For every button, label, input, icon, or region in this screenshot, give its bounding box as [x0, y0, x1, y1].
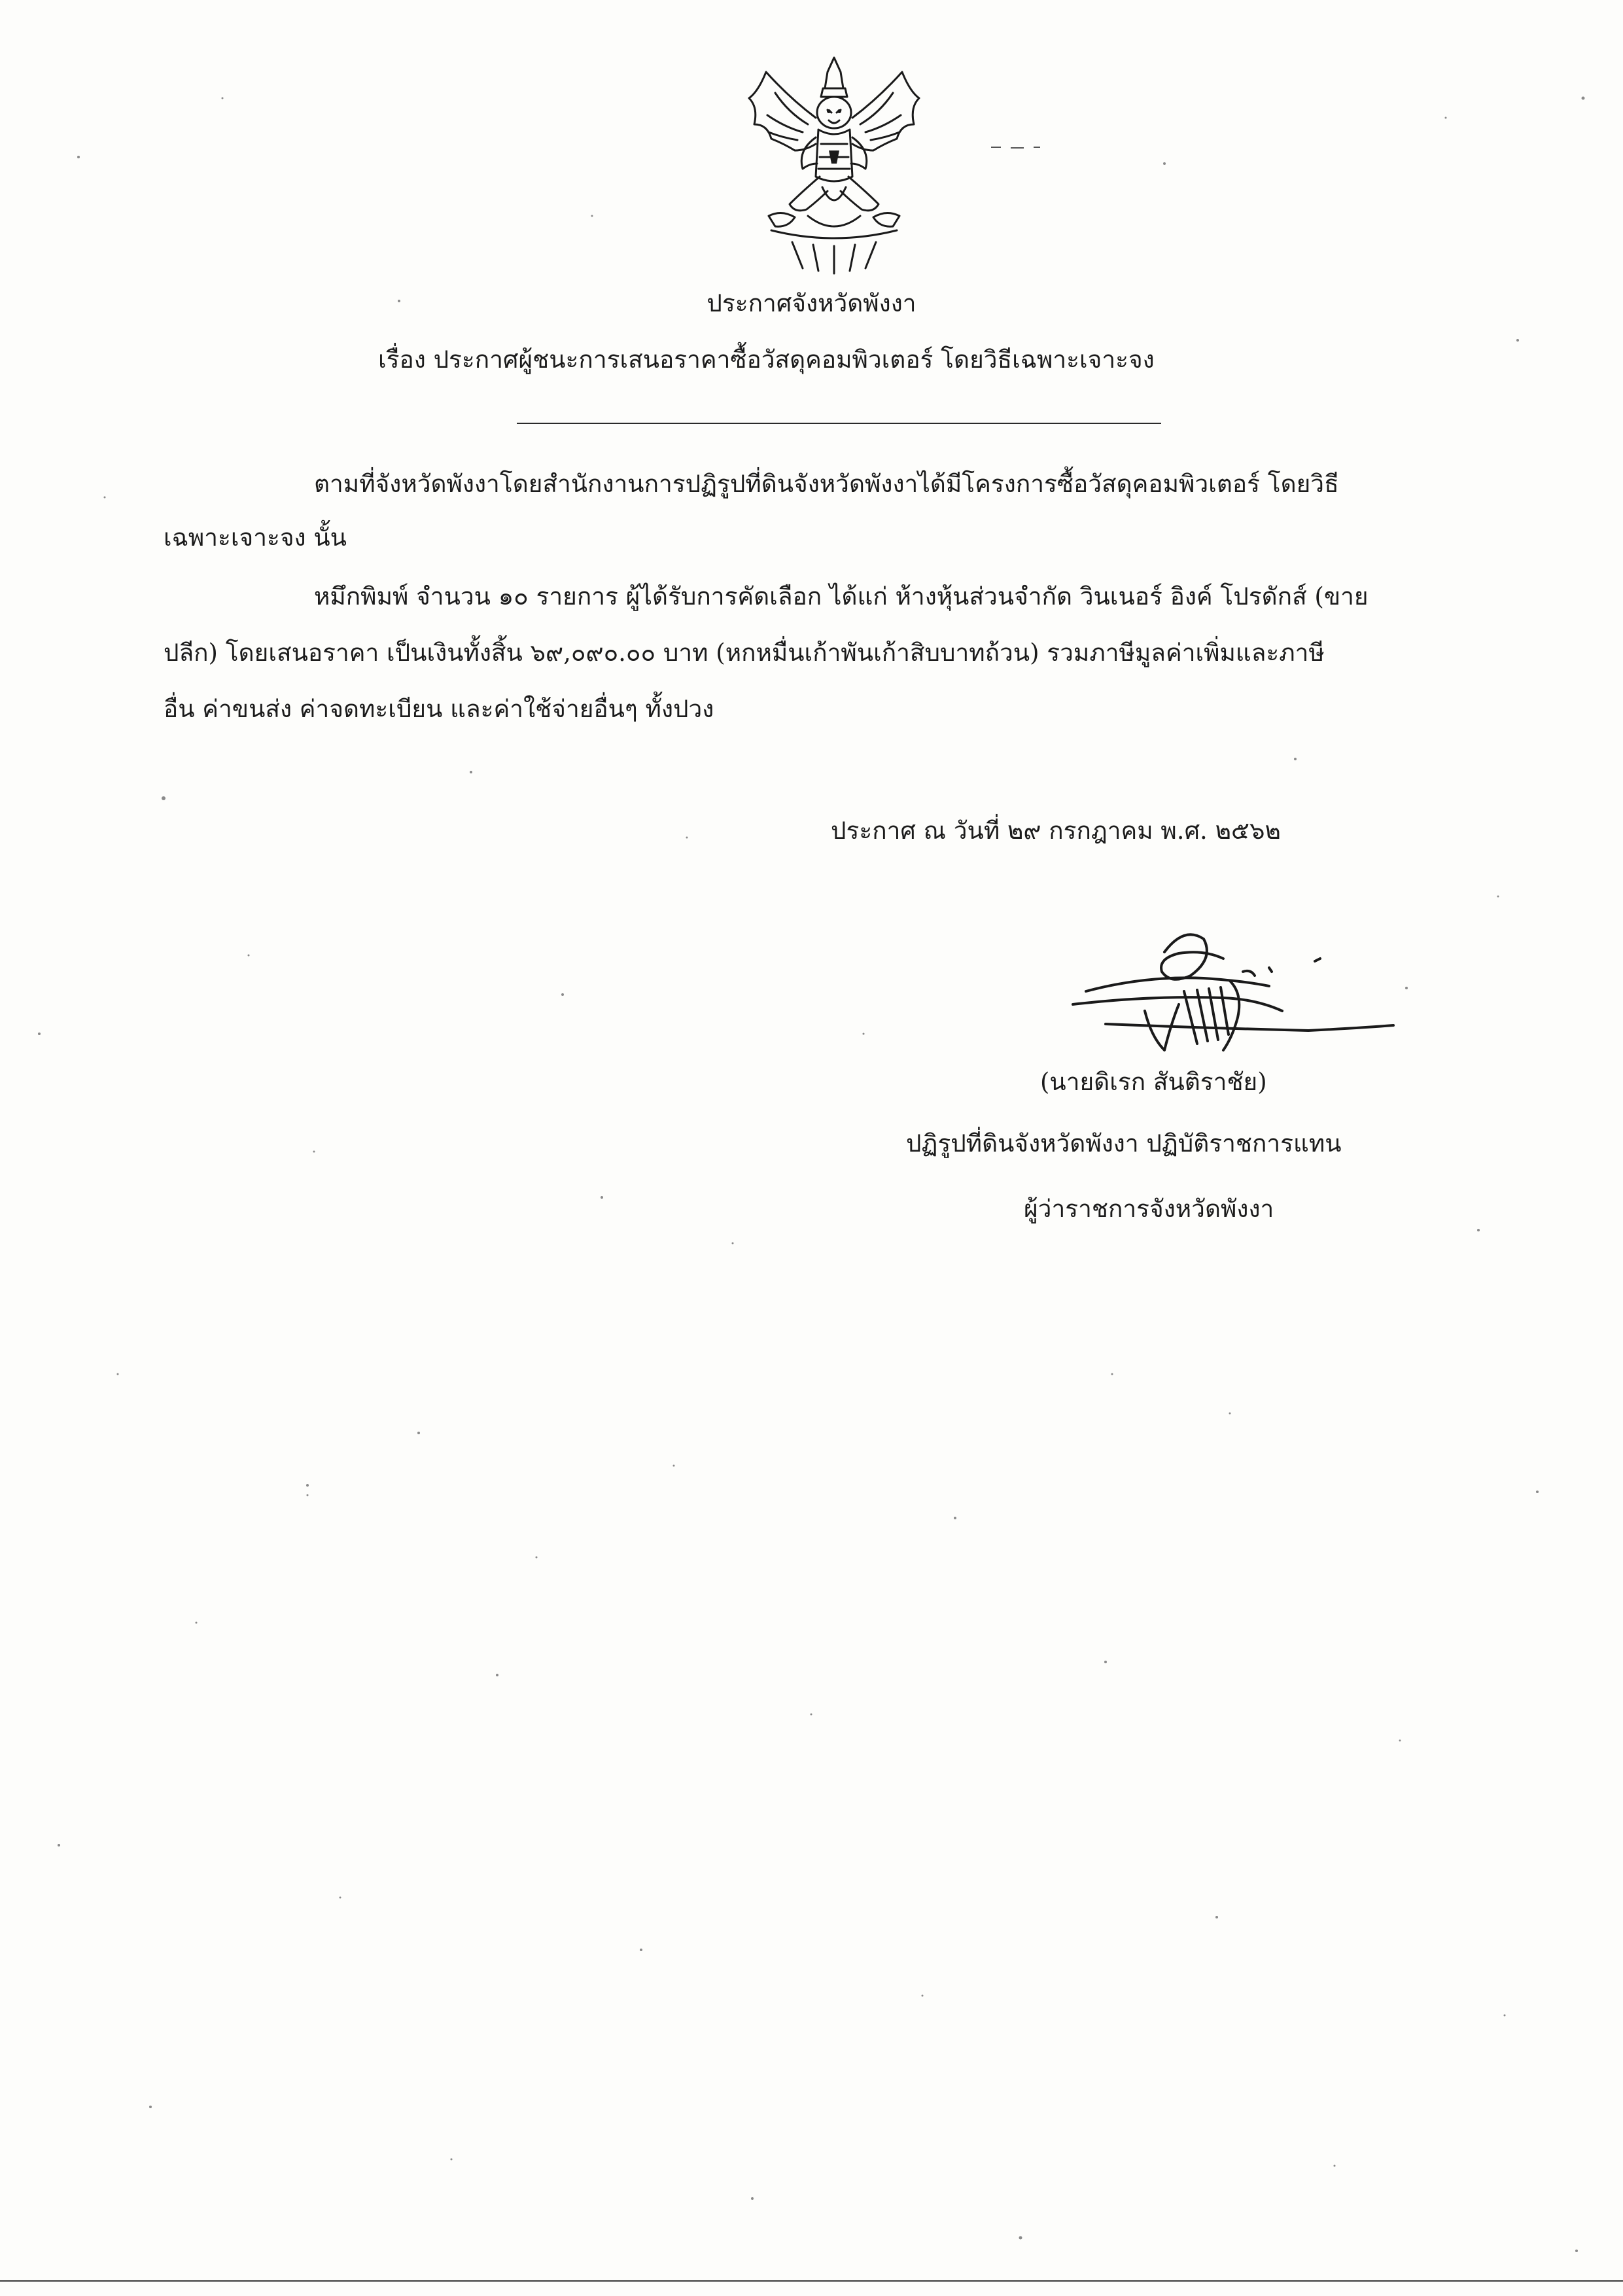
paragraph-2-line-2: ปลีก) โดยเสนอราคา เป็นเงินทั้งสิ้น ๖๙,๐๙๐.๐๐ บาท (หกหมื่นเก้าพันเก้าสิบบาทถ้วน) รวมภาษีมูลค่าเพิ่มและภาษี — [164, 639, 1325, 667]
paragraph-2-line-1: หมึกพิมพ์ จำนวน ๑๐ รายการ ผู้ได้รับการคัดเลือก ได้แก่ ห้างหุ้นส่วนจำกัด วินเนอร์ อิงค์ โปรดักส์ (ขาย — [314, 582, 1369, 610]
paragraph-1-line-1: ตามที่จังหวัดพังงาโดยสำนักงานการปฏิรูปที่ดินจังหวัดพังงาได้มีโครงการซื้อวัสดุคอมพิวเตอร์ โดยวิธี — [314, 470, 1339, 498]
page-bottom-edge — [0, 2280, 1623, 2282]
title-divider — [517, 423, 1161, 424]
document-subject: เรื่อง ประกาศผู้ชนะการเสนอราคาซื้อวัสดุคอมพิวเตอร์ โดยวิธีเฉพาะเจาะจง — [378, 345, 1155, 374]
handwritten-signature — [1007, 913, 1400, 1083]
signer-position-line-1: ปฏิรูปที่ดินจังหวัดพังงา ปฏิบัติราชการแทน — [906, 1129, 1342, 1157]
paragraph-2-line-3: อื่น ค่าขนส่ง ค่าจดทะเบียน และค่าใช้จ่ายอื่นๆ ทั้งปวง — [164, 695, 714, 723]
signer-position-line-2: ผู้ว่าราชการจังหวัดพังงา — [1024, 1195, 1274, 1223]
announcement-date: ประกาศ ณ วันที่ ๒๙ กรกฎาคม พ.ศ. ๒๕๖๒ — [831, 817, 1281, 845]
signer-name: (นายดิเรก สันติราชัย) — [1040, 1068, 1267, 1096]
document-title: ประกาศจังหวัดพังงา — [707, 289, 916, 317]
garuda-emblem-icon — [729, 52, 939, 281]
paragraph-1-line-2: เฉพาะเจาะจง นั้น — [164, 523, 347, 552]
